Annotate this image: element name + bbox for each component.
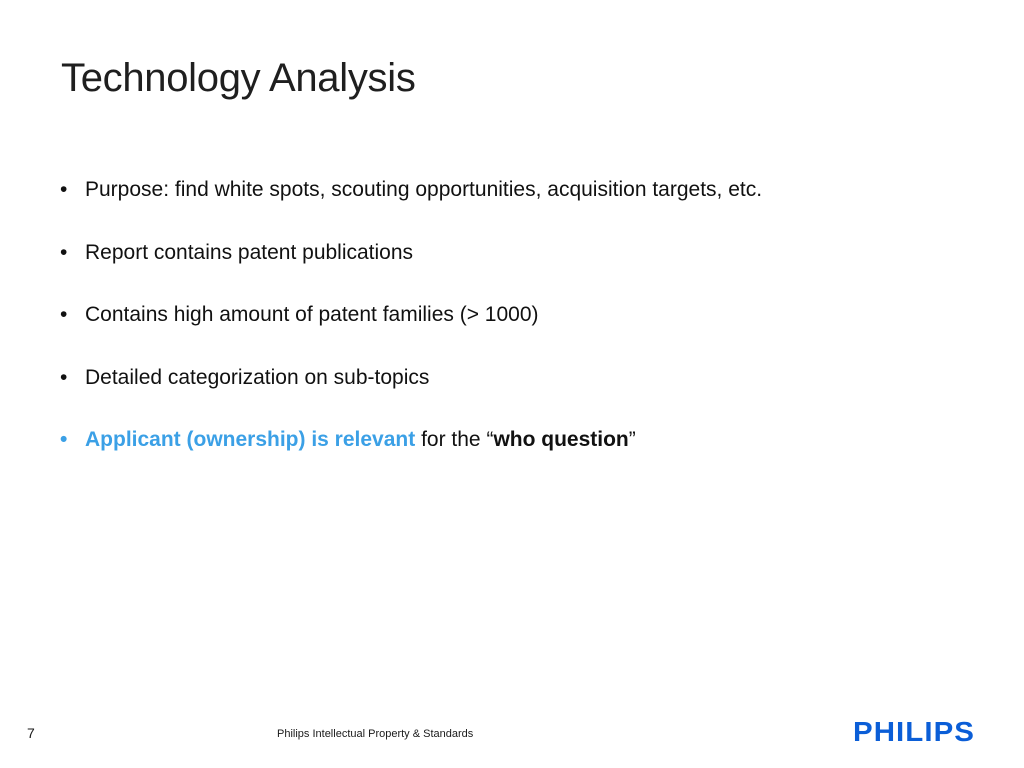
bullet-text: Detailed categorization on sub-topics [85, 365, 430, 389]
bullet-item-highlighted [60, 422, 960, 458]
logo-text: PHILIPS [853, 716, 975, 746]
bullet-text-end: ” [628, 428, 636, 451]
bullet-text: Report contains patent publications [85, 240, 414, 264]
bullet-marker: • [60, 303, 68, 326]
bullet-item [60, 235, 960, 271]
philips-logo [853, 714, 977, 746]
bullet-item [60, 297, 960, 333]
bullet-marker: • [60, 365, 68, 389]
bullet-marker: • [60, 240, 68, 264]
footer-organization: Philips Intellectual Property & Standards [277, 728, 474, 740]
page-number: 7 [27, 725, 35, 741]
bullet-text: Contains high amount of patent families (> 1000) [85, 303, 539, 326]
bullet-marker: • [60, 178, 68, 201]
bullet-marker: • [60, 428, 68, 451]
bullet-text-mid: for the “ [415, 428, 494, 451]
bullet-list [60, 172, 960, 485]
bullet-item [60, 360, 960, 396]
bold-text: who question [493, 428, 629, 451]
highlighted-text: Applicant (ownership) is relevant [85, 428, 416, 451]
bullet-item [60, 172, 960, 208]
bullet-text [85, 422, 636, 458]
slide-title: Technology Analysis [61, 56, 416, 100]
bullet-text: Purpose: find white spots, scouting opportunities, acquisition targets, etc. [85, 178, 763, 201]
